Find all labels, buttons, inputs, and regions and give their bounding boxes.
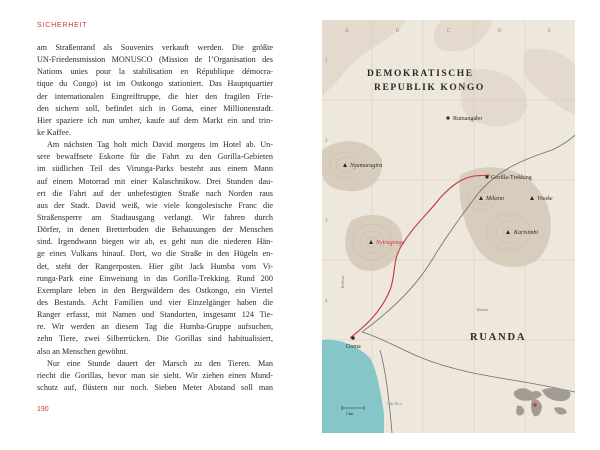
text-line: Dörfer, in denen Bretterbuden die Behausungen der Menschen xyxy=(37,225,273,235)
text-line: runga-Park eine Einweisung in das Gorilla-Trekking. Rund 200 xyxy=(37,273,273,283)
place-nyamuragira: Nyamuragira xyxy=(350,163,383,169)
text-line: Hier spaziere ich nun umher, kaufe auf dem Markt ein und trin- xyxy=(37,115,273,125)
text-line: auf einem Motorrad mit einer Kalaschnikow. Drei Stunden dau- xyxy=(37,176,273,186)
text-line: det, steht der Rangerposten. Hier gibt Jack Humba vom Vi- xyxy=(37,261,273,271)
text-line: Exemplare leben in den Bergwäldern des Ostkongo, ein Viertel xyxy=(37,285,273,295)
country-south-label: RUANDA xyxy=(470,332,527,343)
text-line: am Straßenrand als Souvenirs verkauft werden. Die größte xyxy=(37,43,273,52)
body-text xyxy=(37,42,273,394)
text-line: Nur eine Stunde dauert der Marsch zu den Tieren. Man xyxy=(47,358,273,368)
place-karisimbi: Karisimbi xyxy=(514,230,539,236)
text-line: Straßensperre am Stadtausgang verlangt. Wir fahren durch xyxy=(37,212,273,222)
inset-location-marker xyxy=(533,403,537,407)
text-line: also an Menschen gewöhnt. xyxy=(37,346,128,356)
text-line: den sichern soll, befindet sich in Goma, einer Millionenstadt. xyxy=(37,103,273,113)
text-line: aus der Stadt. David weiß, wie viele kongolesische Franc die xyxy=(37,200,273,210)
grid-col-c: C xyxy=(447,29,451,34)
text-line: zehn Tiere, zwei Silberrücken. Die Gorillas sind habitualisiert, xyxy=(37,334,273,344)
text-line: ke Kaffee. xyxy=(37,127,71,137)
text-line: riecht die Gorillas, bevor man sie sieht. Wir ziehen einen Mund- xyxy=(37,370,273,380)
text-line: sind. Irgendwann biegen wir ab, es geht nun die niederen Hän- xyxy=(37,237,273,247)
text-line: ert die Fahrt auf der unbefestigten Straße nach Norden raus xyxy=(37,188,273,198)
grid-row-2: 2 xyxy=(325,139,328,144)
place-goma: Goma xyxy=(346,344,361,350)
text-line: ge eines Vulkans hinauf. Dort, wo die Straße in den Hügeln en- xyxy=(37,249,273,259)
grid-row-3: 3 xyxy=(325,219,328,224)
running-head: SICHERHEIT xyxy=(37,22,88,29)
place-gorilla-trekking: Gorilla-Trekking xyxy=(491,175,532,181)
goma-marker xyxy=(351,336,355,340)
grid-row-4: 4 xyxy=(325,299,328,304)
text-line: Am nächsten Tag holt mich David morgens im Hotel ab. Un- xyxy=(47,140,273,150)
text-line: des Bestands. Acht Familien und vier Einzelgänger haben die xyxy=(37,297,273,307)
place-mikeno: Mikeno xyxy=(486,196,504,202)
border-label: Bellevue xyxy=(341,275,345,288)
map xyxy=(322,20,575,433)
country-title-line1: DEMOKRATISCHE xyxy=(367,69,474,79)
grid-col-a: A xyxy=(345,29,349,34)
country-title-line2: REPUBLIK KONGO xyxy=(374,83,485,93)
text-line: der internationalen Eingreiftruppe, die hier den fragilen Frie- xyxy=(37,91,273,101)
gorilla-trekking-marker xyxy=(485,175,488,178)
grid-col-b: B xyxy=(396,29,400,34)
page-number: 190 xyxy=(37,406,49,413)
place-nyiragongo: Nyiragongo xyxy=(376,240,405,246)
text-line: Nations unies pour la stabilisation en République démocra- xyxy=(37,67,273,77)
place-visoke: Visoke xyxy=(537,196,553,202)
map-svg xyxy=(322,20,575,433)
grid-col-d: D xyxy=(498,29,502,34)
text-line: sere bewaffnete Eskorte für die Fahrt zu den Gorilla-Gebieten xyxy=(37,152,273,162)
grid-col-e: E xyxy=(548,29,552,34)
scale-label: 5 km xyxy=(346,412,354,416)
text-line: UN-Friedensmission MONUSCO (Mission de l’Organisation des xyxy=(37,55,273,65)
grid-row-1: 1 xyxy=(325,59,328,64)
text-line: im südlichen Teil des Virunga-Parks besteht aus einem Mann xyxy=(37,164,273,174)
text-line: re. Wir werden an diesem Tag die Humba-Gruppe aufsuchen, xyxy=(37,322,273,332)
right-page xyxy=(300,0,600,450)
region-label: Rubavu xyxy=(477,308,488,312)
place-rumangabo: Rumangabo xyxy=(453,116,482,122)
text-line: tique du Congo) ist im Ostkongo stationiert. Das Hauptquartier xyxy=(37,79,273,89)
text-line: Ranger erfasst, mit Namen und Standorten, insgesamt 124 Tie- xyxy=(37,310,273,320)
text-line: schutz auf, flüstern nur noch. Sieben Meter Abstand soll man xyxy=(37,382,273,392)
lake-label: Lake Kivu xyxy=(387,402,402,406)
rumangabo-marker xyxy=(446,116,449,119)
